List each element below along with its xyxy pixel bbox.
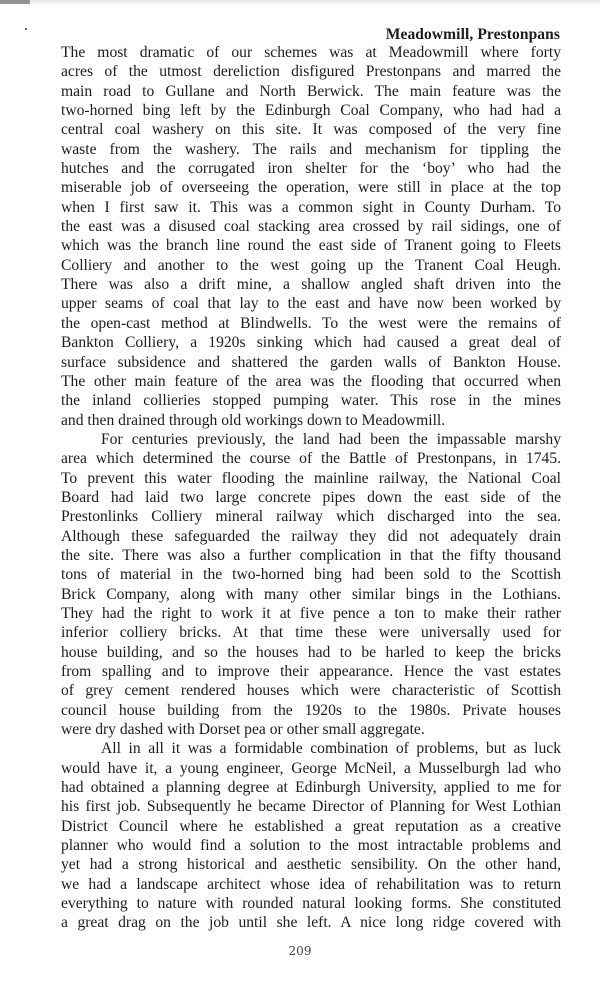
page-number: 209	[288, 944, 312, 958]
text-line: the open-cast method at Blindwells. To the west were the remains of	[61, 314, 561, 332]
text-line: which was the branch line round the east side of Tranent going to Fleets	[61, 237, 561, 255]
text-line: planner who would find a solution to the most intractable problems and	[61, 837, 561, 855]
paragraph	[61, 430, 561, 740]
text-line: Colliery and another to the west going up the Tranent Coal Heugh.	[61, 256, 561, 274]
text-line: and then drained through old workings down to Meadowmill.	[61, 411, 446, 429]
text-line: The other main feature of the area was the flooding that occurred when	[61, 372, 561, 390]
text-line: miserable job of overseeing the operation, were still in place at the top	[61, 179, 561, 197]
text-line: everything to nature with rounded natural looking forms. She constituted	[61, 895, 561, 913]
text-line: had obtained a planning degree at Edinburgh University, applied to me for	[61, 779, 561, 797]
text-line: hutches and the corrugated iron shelter for the ‘boy’ who had the	[61, 160, 561, 178]
paragraph	[61, 739, 561, 932]
text-line: Brick Company, along with many other similar bings in the Lothians.	[61, 585, 561, 603]
text-line: waste from the washery. The rails and mechanism for tippling the	[61, 140, 561, 158]
body-text	[61, 43, 561, 933]
text-line: the east was a disused coal stacking area crossed by rail sidings, one of	[61, 218, 561, 236]
text-line: were dry dashed with Dorset pea or other small aggregate.	[61, 721, 425, 739]
text-line: area which determined the course of the Battle of Prestonpans, in 1745.	[61, 450, 561, 468]
text-line: upper seams of coal that lay to the east and have now been worked by	[61, 295, 561, 313]
scan-speck	[25, 28, 27, 30]
text-line: a great drag on the job until she left. A nice long ridge covered with	[61, 914, 561, 932]
text-line: Prestonlinks Colliery mineral railway which discharged into the sea.	[61, 508, 561, 526]
text-line: his first job. Subsequently he became Director of Planning for West Lothian	[61, 798, 561, 816]
paragraph	[61, 43, 561, 430]
text-line: Bankton Colliery, a 1920s sinking which had caused a great deal of	[61, 334, 561, 352]
text-line: District Council where he established a great reputation as a creative	[61, 817, 561, 835]
text-line: the site. There was also a further complication in that the fifty thousand	[61, 546, 561, 564]
text-line: acres of the utmost dereliction disfigured Prestonpans and marred the	[61, 63, 561, 81]
scan-corner-artifact	[0, 0, 30, 4]
text-line: They had the right to work it at five pence a ton to make their rather	[61, 604, 561, 622]
text-line: yet had a strong historical and aesthetic sensibility. On the other hand,	[61, 856, 561, 874]
text-line: of grey cement rendered houses which were characteristic of Scottish	[61, 682, 561, 700]
text-line: two-horned bing left by the Edinburgh Coal Company, who had had a	[61, 102, 561, 120]
text-line: The most dramatic of our schemes was at Meadowmill where forty	[61, 44, 561, 61]
text-line: would have it, a young engineer, George McNeil, a Musselburgh lad who	[61, 759, 561, 777]
text-line: Board had laid two large concrete pipes down the east side of the	[61, 488, 561, 506]
text-line: There was also a drift mine, a shallow angled shaft driven into the	[61, 276, 561, 294]
text-line: main road to Gullane and North Berwick. The main feature was the	[61, 82, 561, 100]
text-line: the inland collieries stopped pumping water. This rose in the mines	[61, 392, 561, 410]
text-line: we had a landscape architect whose idea of rehabilitation was to return	[61, 875, 561, 893]
text-line: inferior colliery bricks. At that time these were universally used for	[61, 624, 561, 642]
text-line: tons of material in the two-horned bing had been sold to the Scottish	[61, 566, 561, 584]
text-line: For centuries previously, the land had been the impassable marshy	[101, 430, 561, 448]
text-line: when I first saw it. This was a common sight in County Durham. To	[61, 198, 561, 216]
text-line: house building, and so the houses had to be harled to keep the bricks	[61, 643, 561, 661]
running-head: Meadowmill, Prestonpans	[385, 26, 560, 43]
text-line: council house building from the 1920s to the 1980s. Private houses	[61, 701, 561, 719]
text-line: Although these safeguarded the railway they did not adequately drain	[61, 527, 561, 545]
text-line: from spalling and to improve their appearance. Hence the vast estates	[61, 663, 561, 680]
text-line: central coal washery on this site. It was composed of the very fine	[61, 121, 561, 139]
text-line: All in all it was a formidable combination of problems, but as luck	[101, 740, 561, 758]
text-line: surface subsidence and shattered the garden walls of Bankton House.	[61, 353, 561, 371]
text-line: To prevent this water flooding the mainline railway, the National Coal	[61, 469, 561, 487]
scan-top-edge	[0, 0, 600, 6]
